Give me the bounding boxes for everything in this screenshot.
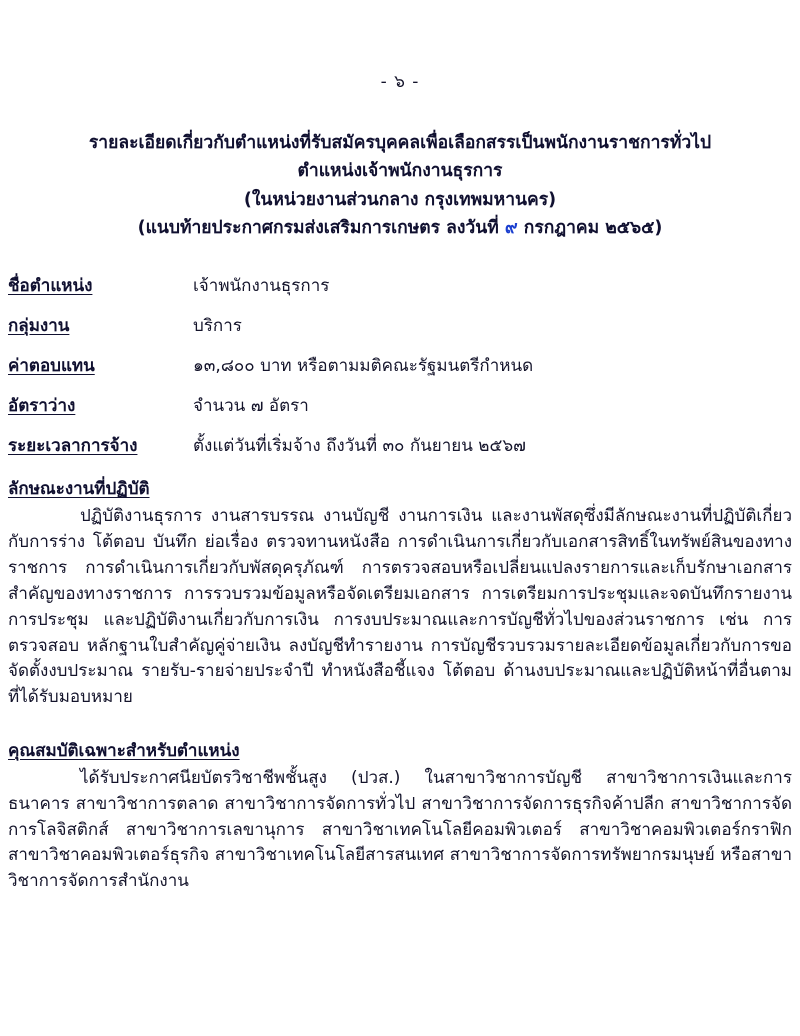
field-value-duration: ตั้งแต่วันที่เริ่มจ้าง ถึงวันที่ ๓๐ กันยายน ๒๕๖๗ — [193, 436, 526, 457]
field-label-group: กลุ่มงาน — [8, 316, 70, 337]
field-row — [8, 432, 792, 459]
section-heading-duties: ลักษณะงานที่ปฏิบัติ — [8, 479, 150, 500]
field-value-position-name: เจ้าพนักงานธุรการ — [193, 276, 330, 297]
field-row — [8, 392, 792, 419]
field-row — [8, 352, 792, 379]
attachment-line — [0, 214, 800, 242]
title-line-3: (ในหน่วยงานส่วนกลาง กรุงเทพมหานคร) — [243, 189, 557, 210]
page-number: - ๖ - — [380, 72, 420, 92]
field-row — [8, 312, 792, 339]
field-value-vacancies: จำนวน ๗ อัตรา — [193, 396, 309, 417]
title-line-1: รายละเอียดเกี่ยวกับตำแหน่งที่รับสมัครบุคคลเพื่อเลือกสรรเป็นพนักงานราชการทั่วไป — [88, 133, 712, 153]
field-label-compensation: ค่าตอบแทน — [8, 356, 95, 377]
field-label-position-name: ชื่อตำแหน่ง — [8, 276, 93, 297]
field-row — [8, 272, 792, 299]
field-label-duration: ระยะเวลาการจ้าง — [8, 436, 138, 457]
attachment-day-mark: ๙ — [504, 218, 518, 239]
document-title-block — [0, 129, 800, 242]
section-heading-qualifications: คุณสมบัติเฉพาะสำหรับตำแหน่ง — [8, 741, 240, 761]
section-paragraph-duties: ปฏิบัติงานธุรการ งานสารบรรณ งานบัญชี งานการเงิน และงานพัสดุซึ่งมีลักษณะงานที่ปฏิบัติเกี่ยวกับการร่าง โต้ตอบ บันทึก ย่อเรื่อง ตรวจทานหนังสือ การดำเนินการเกี่ยวกับเอกสารสิทธิ์ในทรัพย์สินของทางราชการ การดำเนินการเกี่ยวกับพัสดุครุภัณฑ์ การตรวจสอบหรือเปลี่ยนแปลงรายการและเก็บรักษาเอกสารสำคัญของทางราชการ การรวบรวมข้อมูลหรือจัดเตรียมเอกสาร การเตรียมการประชุมและจดบันทึกรายงานการประชุม และปฏิบัติงานเกี่ยวกับการเงิน การงบประมาณและการบัญชีทั่วไปของส่วนราชการ เช่น การตรวจสอบ หลักฐานใบสำคัญคู่จ่ายเงิน ลงบัญชีทำรายงาน การบัญชีรวบรวมรายละเอียดข้อมูลเกี่ยวกับการขอจัดตั้งงบประมาณ รายรับ-รายจ่ายประจำปี ทำหนังสือชี้แจง โต้ตอบ ด้านงบประมาณและปฏิบัติหน้าที่อื่นตามที่ได้รับมอบหมาย — [8, 506, 792, 708]
section-paragraph-qualifications: ได้รับประกาศนียบัตรวิชาชีพชั้นสูง (ปวส.) ในสาขาวิชาการบัญชี สาขาวิชาการเงินและการธนาคาร สาขาวิชาการตลาด สาขาวิชาการจัดการทั่วไป สาขาวิชาการจัดการธุรกิจค้าปลีก สาขาวิชาการจัดการโลจิสติกส์ สาขาวิชาการเลขานุการ สาขาวิชาเทคโนโลยีคอมพิวเตอร์ สาขาวิชาคอมพิวเตอร์กราฟิก สาขาวิชาคอมพิวเตอร์ธุรกิจ สาขาวิชาเทคโนโลยีสารสนเทศ สาขาวิชาการจัดการทรัพยากรมนุษย์ หรือสาขาวิชาการจัดการสำนักงาน — [8, 768, 792, 892]
title-line-2: ตำแหน่งเจ้าพนักงานธุรการ — [297, 161, 503, 182]
field-label-vacancies: อัตราว่าง — [8, 396, 76, 417]
document-page — [0, 68, 800, 1036]
attachment-line-before: (แนบท้ายประกาศกรมส่งเสริมการเกษตร ลงวันที่ — [137, 218, 499, 239]
position-fields — [0, 272, 800, 459]
attachment-line-after: กรกฎาคม ๒๕๖๕) — [523, 218, 663, 239]
field-value-compensation: ๑๓,๘๐๐ บาท หรือตามมติคณะรัฐมนตรีกำหนด — [193, 356, 534, 377]
field-value-group: บริการ — [193, 316, 242, 337]
